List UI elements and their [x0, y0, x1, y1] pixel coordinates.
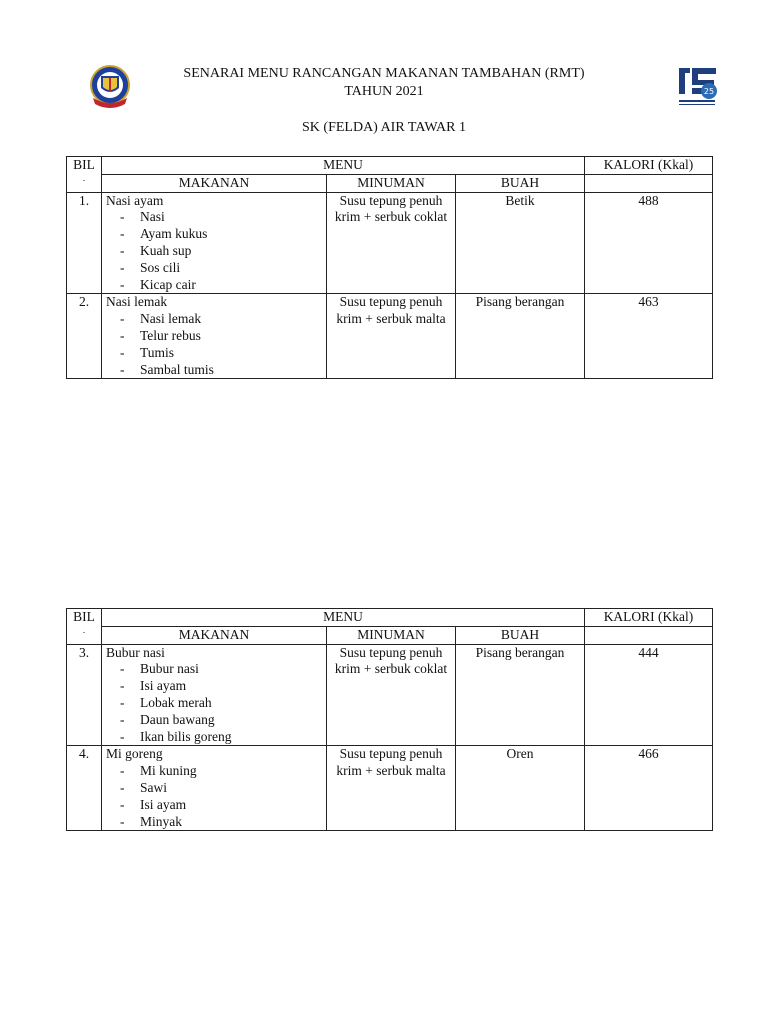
minuman-header: MINUMAN [327, 626, 456, 644]
emblem-number: 25 [703, 87, 715, 96]
row-number: 3. [67, 644, 102, 746]
list-item: - Nasi lemak [120, 311, 202, 327]
list-item: - Ikan bilis goreng [120, 728, 232, 744]
menu-table-1 [66, 156, 713, 379]
food-items-list [106, 763, 322, 830]
row-number: 4. [67, 746, 102, 831]
food-name: Bubur nasi [106, 644, 165, 660]
list-item: - Mi kuning [120, 763, 197, 779]
fruit-cell: Pisang berangan [456, 294, 585, 379]
list-item: - Telur rebus [120, 327, 201, 343]
table-row [67, 294, 713, 379]
list-item: - Isi ayam [120, 678, 187, 694]
table-row [67, 644, 713, 746]
list-item: - Kuah sup [120, 242, 192, 258]
drink-cell: Susu tepung penuh krim + serbuk malta [327, 294, 456, 379]
food-cell [102, 192, 327, 294]
list-item: - Bubur nasi [120, 661, 199, 677]
list-item: - Tumis [120, 344, 175, 360]
table-row [67, 192, 713, 294]
drink-cell: Susu tepung penuh krim + serbuk coklat [327, 644, 456, 746]
kalori-subheader-empty [585, 626, 713, 644]
kalori-header: KALORI (Kkal) [585, 157, 713, 175]
food-cell [102, 746, 327, 831]
list-item: - Lobak merah [120, 694, 212, 710]
bil-header: BIL . [67, 609, 102, 645]
calorie-cell: 463 [585, 294, 713, 379]
table-row [67, 746, 713, 831]
food-items-list [106, 209, 322, 293]
school-name: SK (FELDA) AIR TAWAR 1 [302, 120, 466, 135]
list-item: - Ayam kukus [120, 226, 208, 242]
makanan-header: MAKANAN [102, 626, 327, 644]
list-item: - Sambal tumis [120, 361, 214, 377]
menu-header: MENU [102, 157, 585, 175]
kalori-header: KALORI (Kkal) [585, 609, 713, 627]
food-items-list [106, 661, 322, 745]
calorie-cell: 488 [585, 192, 713, 294]
list-item: - Kicap cair [120, 276, 196, 292]
drink-cell: Susu tepung penuh krim + serbuk coklat [327, 192, 456, 294]
food-cell [102, 294, 327, 379]
menu-header: MENU [102, 609, 585, 627]
document-title: SENARAI MENU RANCANGAN MAKANAN TAMBAHAN (RMT) [183, 66, 585, 81]
food-name: Nasi lemak [106, 294, 168, 310]
food-name: Nasi ayam [106, 192, 164, 208]
list-item: - Sawi [120, 779, 167, 795]
food-name: Mi goreng [106, 746, 163, 762]
list-item: - Nasi [120, 209, 165, 225]
list-item: - Daun bawang [120, 711, 215, 727]
list-item: - Minyak [120, 813, 182, 829]
minuman-header: MINUMAN [327, 174, 456, 192]
list-item: - Sos cili [120, 259, 181, 275]
buah-header: BUAH [456, 174, 585, 192]
menu-table-2 [66, 608, 713, 831]
food-items-list [106, 311, 322, 378]
buah-header: BUAH [456, 626, 585, 644]
food-cell [102, 644, 327, 746]
list-item: - Isi ayam [120, 796, 187, 812]
row-number: 2. [67, 294, 102, 379]
kalori-subheader-empty [585, 174, 713, 192]
fruit-cell: Betik [456, 192, 585, 294]
calorie-cell: 466 [585, 746, 713, 831]
fruit-cell: Oren [456, 746, 585, 831]
row-number: 1. [67, 192, 102, 294]
drink-cell: Susu tepung penuh krim + serbuk malta [327, 746, 456, 831]
makanan-header: MAKANAN [102, 174, 327, 192]
document-year: TAHUN 2021 [344, 84, 424, 99]
bil-header: BIL . [67, 157, 102, 193]
calorie-cell: 444 [585, 644, 713, 746]
fruit-cell: Pisang berangan [456, 644, 585, 746]
